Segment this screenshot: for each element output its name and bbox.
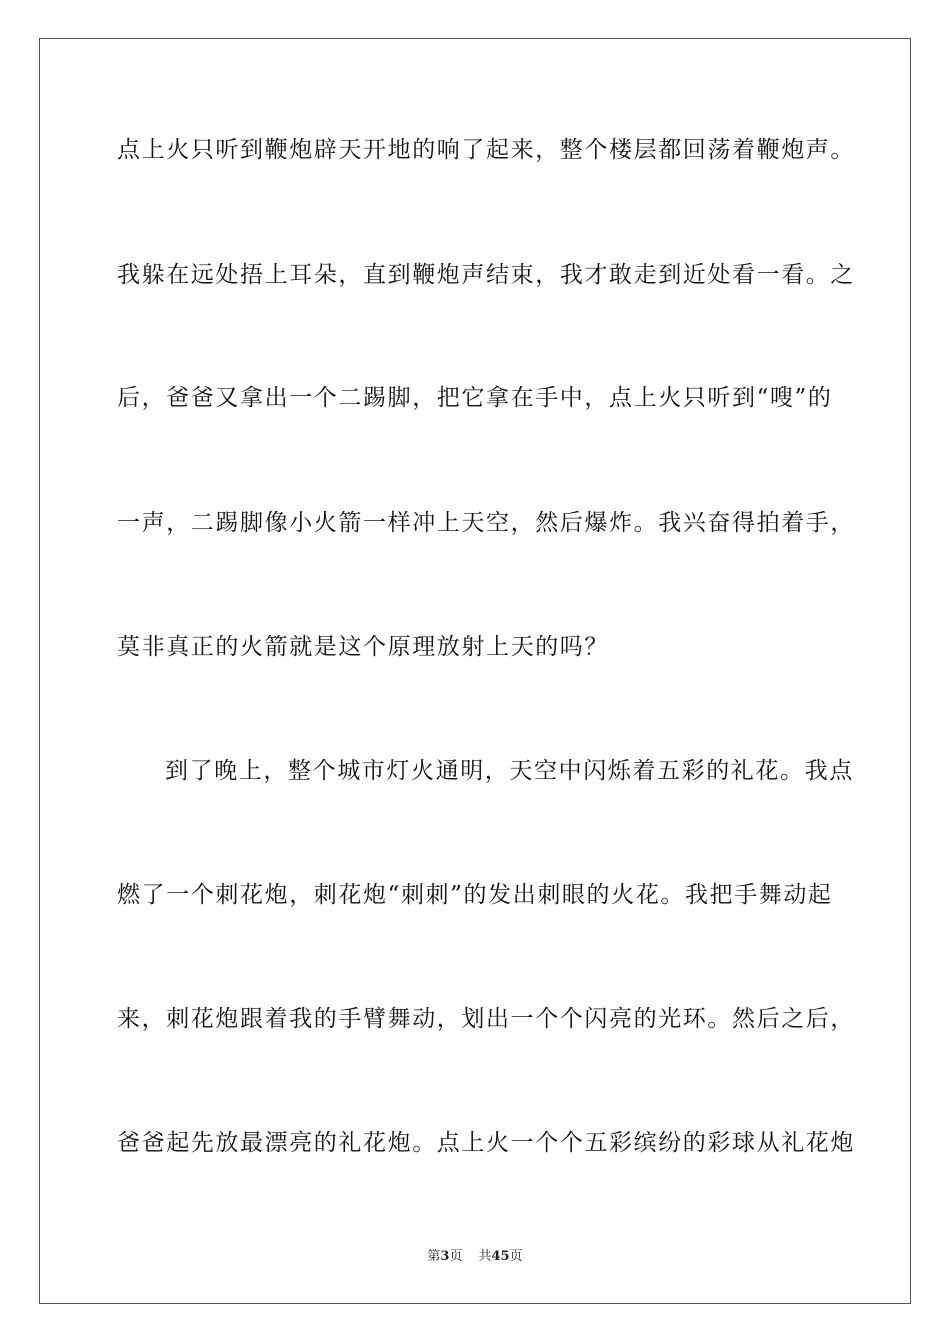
total-prefix: 共	[478, 1249, 492, 1264]
total-pages: 45	[491, 1249, 510, 1264]
body-line-5: 莫非真正的火箭就是这个原理放射上天的吗？	[117, 634, 609, 660]
body-line-4: 一声，二踢脚像小火箭一样冲上天空，然后爆炸。我兴奋得拍着手，	[117, 510, 855, 536]
body-line-2: 我躲在远处捂上耳朵，直到鞭炮声结束，我才敢走到近处看一看。之	[117, 262, 855, 288]
body-line-3: 后，爸爸又拿出一个二踢脚，把它拿在手中，点上火只听到“嗖”的	[117, 385, 833, 411]
page-suffix: 页	[449, 1249, 463, 1264]
body-line-1: 点上火只听到鞭炮辟天开地的响了起来，整个楼层都回荡着鞭炮声。	[117, 137, 855, 163]
page-prefix: 第	[427, 1249, 441, 1264]
body-line-9: 爸爸起先放最漂亮的礼花炮。点上火一个个五彩缤纷的彩球从礼花炮	[117, 1130, 855, 1156]
total-suffix: 页	[509, 1249, 523, 1264]
page-border	[39, 38, 911, 1304]
body-line-7: 燃了一个刺花炮，刺花炮“刺刺”的发出刺眼的火花。我把手舞动起	[117, 882, 833, 908]
body-line-8: 来，刺花炮跟着我的手臂舞动，划出一个个闪亮的光环。然后之后，	[117, 1006, 855, 1032]
body-line-6-paragraph-start: 到了晚上，整个城市灯火通明，天空中闪烁着五彩的礼花。我点	[165, 758, 854, 784]
page-footer	[0, 1248, 950, 1266]
page-number: 3	[440, 1249, 450, 1264]
